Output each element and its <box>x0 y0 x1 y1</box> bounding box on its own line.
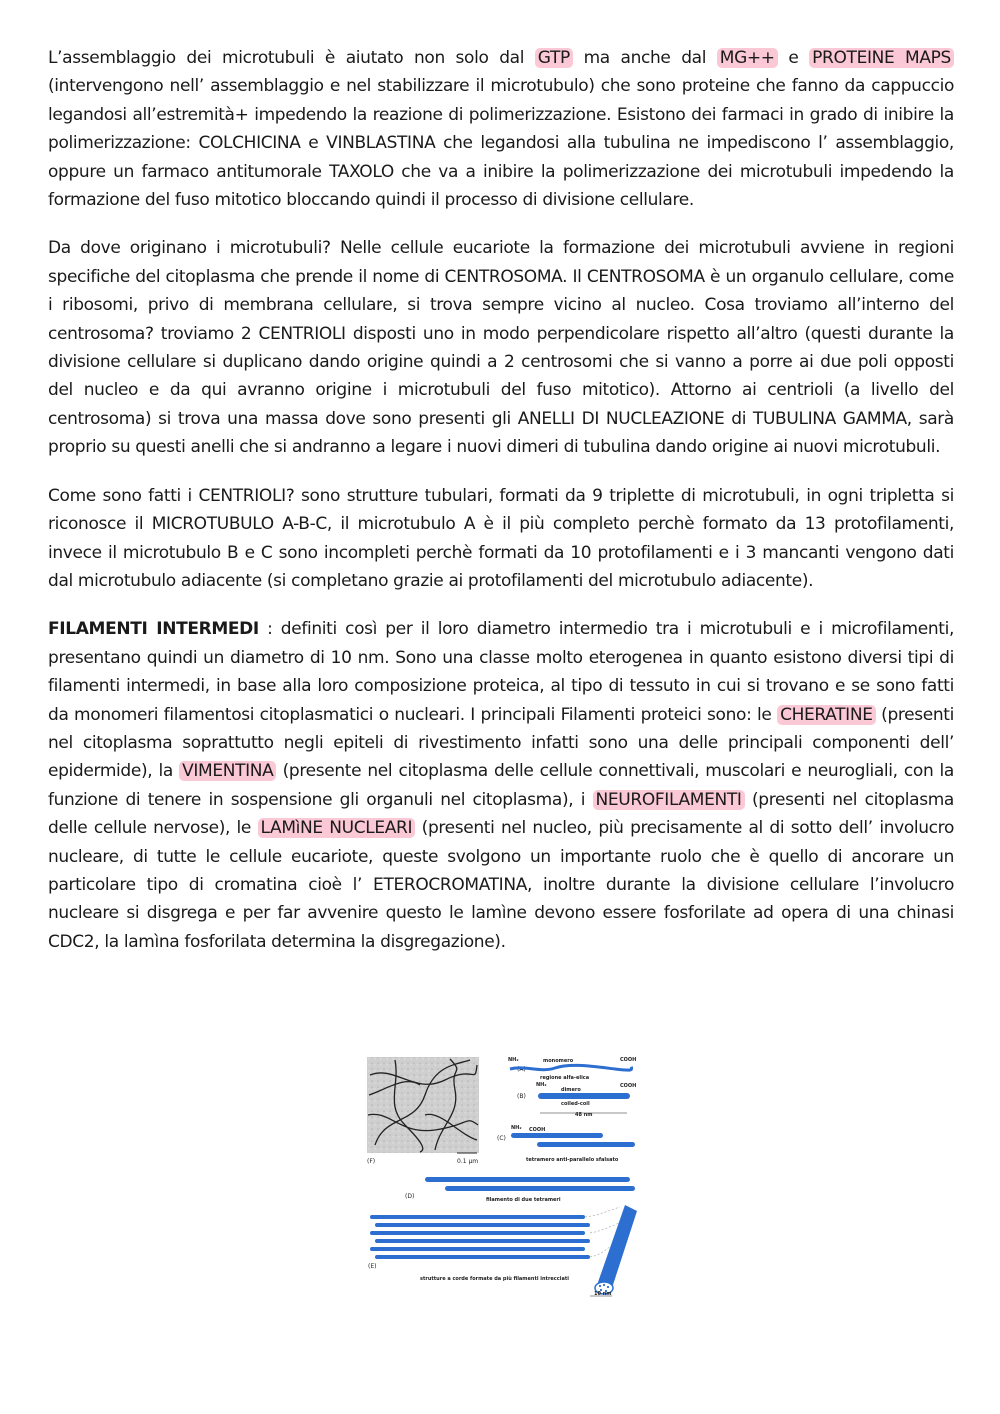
length-label: 48 nm <box>575 1112 593 1118</box>
scale-label: 0.1 µm <box>457 1158 479 1165</box>
highlight-mg: MG++ <box>717 48 778 68</box>
panel-c-label: (C) <box>497 1135 506 1142</box>
text-span: (presente nel citoplasma delle cellule connettivali, muscolari e neurogliali, con la funzione di tenere in sospensione gli organuli nel citoplasma), i <box>48 761 954 810</box>
paragraph-filamenti-intermedi <box>48 615 954 956</box>
highlight-proteine-maps: PROTEINE MAPS <box>809 48 954 68</box>
highlight-vimentina: VIMENTINA <box>179 761 276 781</box>
text-span: L’assemblaggio dei microtubuli è aiutato non solo dal <box>48 48 535 68</box>
nh2-label-c: NH₂ <box>511 1125 522 1131</box>
cooh-label-b: COOH <box>620 1083 637 1089</box>
paragraph-centrosoma: Da dove originano i microtubuli? Nelle cellule eucariote la formazione dei microtubuli avviene in regioni specifiche del citoplasma che prende il nome di CENTROSOMA. Il CENTROSOMA è un organulo cellulare, come i ribosomi, privo di membrana cellulare, si trova sempre vicino al nucleo. Cosa troviamo all’interno del centrosoma? troviamo 2 CENTRIOLI disposti uno in modo perpendicolare rispetto all’altro (questi durante la divisione cellulare si duplicano dando origine quindi a 2 centrosomi che si vanno a porre ai due poli opposti del nucleo e da qui avranno origine i microtubuli del fuso mitotico). Attorno ai centrioli (a livello del centrosoma) si trova una massa dove sono presenti gli ANELLI DI NUCLEAZIONE di TUBULINA GAMMA, sarà proprio su questi anelli che si andranno a legare i nuovi dimeri di tubulina dando origine ai nuovi microtubuli. <box>48 238 954 458</box>
text-span: e <box>777 48 810 68</box>
highlight-neurofilamenti: NEUROFILAMENTI <box>593 790 745 810</box>
panel-e-label: (E) <box>368 1263 377 1270</box>
ten-nm-label: 10 nm <box>594 1291 612 1297</box>
text-span: ma anche dal <box>572 48 717 68</box>
tetramero-label: tetramero anti-parallelo sfalsato <box>526 1157 619 1163</box>
rope-bundle <box>370 1215 590 1259</box>
cooh-label-a: COOH <box>620 1057 637 1063</box>
text-span: (intervengono nell’ assemblaggio e nel stabilizzare il microtubulo) che sono proteine che fanno da cappuccio legandosi all’estremità+ impedendo la reazione di polimerizzazione. Esistono dei farmaci in grado di inibire la polimerizzazione: COLCHICINA e VINBLASTINA che legandosi alla tubulina ne impediscono l’ assemblaggio, oppure un farmaco antitumorale TAXOLO che va a inibire la polimerizzazione dei microtubuli impedendo la formazione del fuso mitotico bloccando quindi il processo di divisione cellulare. <box>48 76 954 211</box>
paragraph-microtubule-assembly <box>48 44 954 214</box>
filament-lower <box>445 1186 635 1191</box>
panel-f-label: (F) <box>367 1158 376 1165</box>
panel-d-label: (D) <box>405 1193 415 1200</box>
coiled-label: coiled-coil <box>561 1101 590 1107</box>
heading-filamenti-intermedi: FILAMENTI INTERMEDI <box>48 619 259 640</box>
intermediate-filament-figure <box>365 1055 640 1300</box>
monomer-helix <box>510 1065 633 1070</box>
panel-a-label: (A) <box>517 1066 526 1073</box>
text-span: (presenti nel citoplasma delle cellule nervose), le <box>48 789 954 839</box>
filament-upper <box>425 1177 630 1182</box>
panel-b-label: (B) <box>517 1093 526 1100</box>
regione-label: regione alfa-elica <box>540 1075 590 1081</box>
highlight-lamine-nucleari: LAMìNE NUCLEARI <box>258 818 416 838</box>
paragraph-centrioli: Come sono fatti i CENTRIOLI? sono strutture tubulari, formati da 9 triplette di microtubuli, in ogni tripletta si riconosce il MICROTUBULO A-B-C, il microtubulo A è il più completo perchè formato da 13 protofilamenti, invece il microtubulo B e C sono incompleti perchè formati da 10 protofilamenti e i 3 mancanti vengono dati dal microtubulo adiacente (si completano grazie ai protofilamenti del microtubulo adiacente). <box>48 485 954 591</box>
figure-svg <box>365 1055 640 1300</box>
highlight-gtp: GTP <box>535 48 573 68</box>
micrograph-image <box>367 1057 479 1153</box>
highlight-cheratine: CHERATINE <box>777 705 876 725</box>
rope-cylinder <box>597 1205 637 1291</box>
text-span: : definiti così per il loro diametro intermedio tra i microtubuli e i microfilamenti, presentano quindi un diametro di 10 nm. Sono una classe molto eterogenea in quanto esistono diversi tipi di filamenti intermedi, in base alla loro composizione proteica, al tipo di tessuto in cui si trovano e se sono fatti da monomeri filamentosi citoplasmatici o nucleari. I principali Filamenti proteici sono: le <box>48 619 954 725</box>
dimer-coil <box>538 1093 630 1099</box>
text-span: (presenti nel citoplasma soprattutto negli epiteli di rivestimento infatti sono una delle principali componenti dell’ epidermide), la <box>48 704 954 782</box>
document-page <box>48 44 954 976</box>
filamento-label: filamento di due tetrameri <box>486 1197 561 1203</box>
monomero-label: monomero <box>543 1058 574 1064</box>
nh2-label-b: NH₂ <box>536 1082 547 1088</box>
cooh-label-c: COOH <box>529 1127 546 1133</box>
nh2-label-a: NH₂ <box>508 1057 519 1063</box>
tetramer-lower <box>537 1142 635 1147</box>
tetramer-upper <box>511 1133 603 1138</box>
dimero-label: dimero <box>561 1087 581 1093</box>
strutture-label: strutture a corde formate da più filamenti intrecciati <box>420 1276 569 1282</box>
text-span: (presenti nel nucleo, più precisamente al di sotto dell’ involucro nucleare, di tutte le cellule eucariote, queste svolgono un importante ruolo che è quello di ancorare un particolare tipo di cromatina cioè l’ ETEROCROMATINA, inoltre durante la divisione cellulare l’involucro nucleare si disgrega e per far avvenire questo le lamìne devono essere fosforilate ad opera di una chinasi CDC2, la lamìna fosforilata determina la disgregazione). <box>48 818 954 952</box>
